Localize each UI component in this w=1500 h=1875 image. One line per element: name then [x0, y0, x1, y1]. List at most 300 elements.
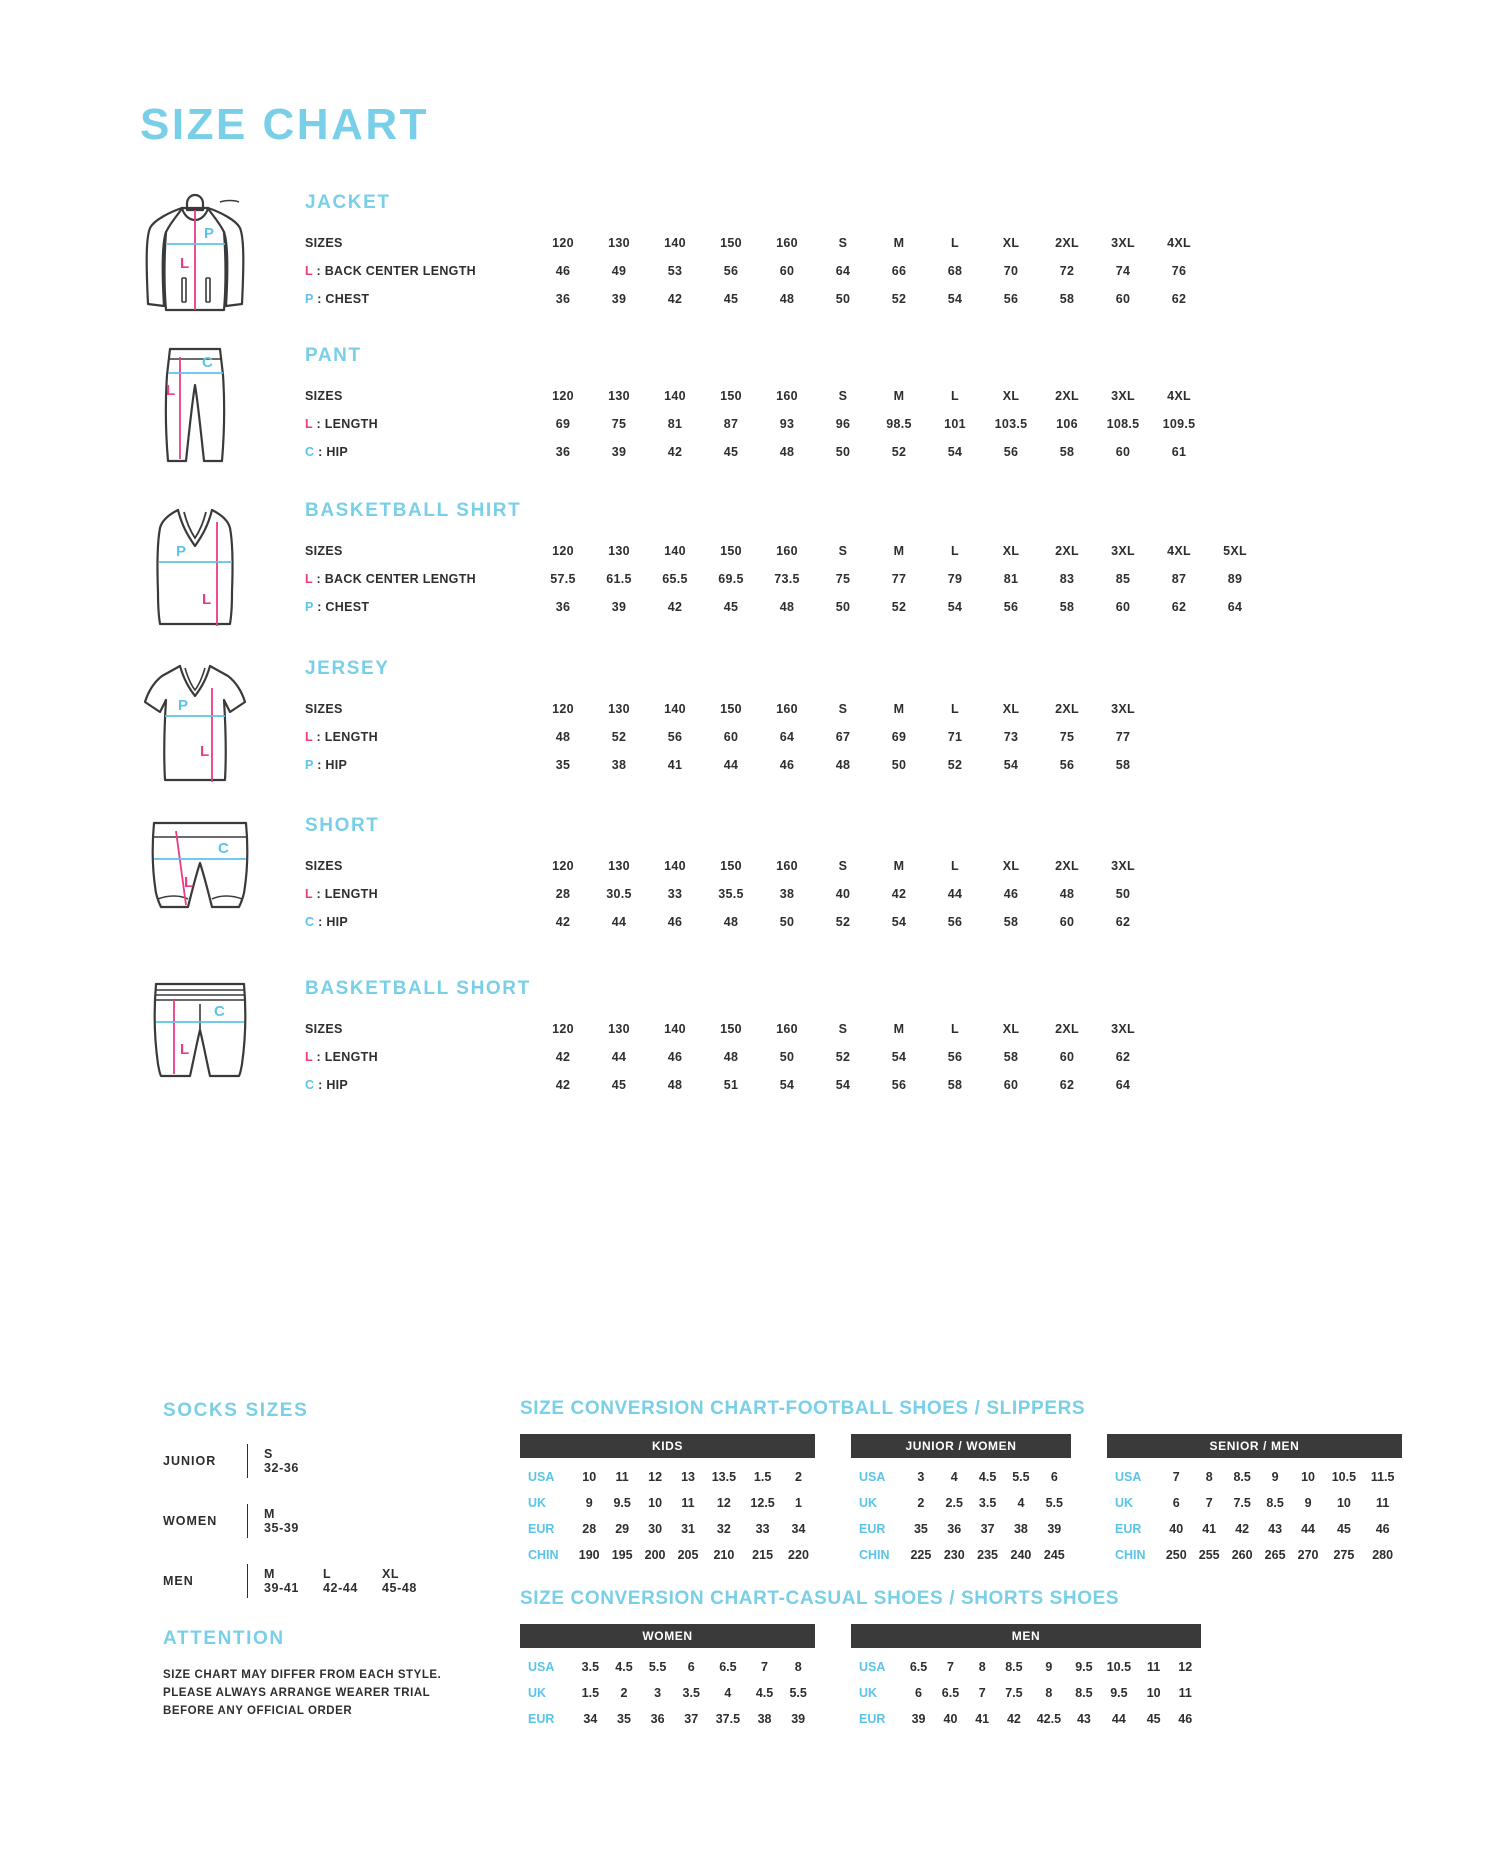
conversion-value: 260: [1231, 1548, 1253, 1562]
size-column-header: 130: [608, 544, 630, 558]
size-table-jacket: [305, 236, 1207, 320]
garment-title-short: SHORT: [305, 815, 380, 836]
measurement-value: 81: [667, 417, 683, 431]
socks-size: M: [264, 1507, 276, 1521]
conversion-table: [1107, 1464, 1402, 1568]
conversion-group-header: WOMEN: [520, 1624, 815, 1648]
garment-body-short: [305, 815, 1400, 943]
size-column-header: XL: [1002, 544, 1020, 558]
socks-values: [264, 1567, 441, 1595]
socks-sizes-block: [163, 1400, 483, 1624]
measurement-value: 77: [891, 572, 907, 586]
conversion-value: 255: [1198, 1548, 1220, 1562]
measurement-value: 62: [1115, 1050, 1131, 1064]
conversion-value: 42: [1235, 1522, 1250, 1536]
measurement-value: 103.5: [994, 417, 1028, 431]
measurement-value: 44: [611, 1050, 627, 1064]
conversion-value: 8: [794, 1660, 802, 1674]
measurement-value: 42: [667, 600, 683, 614]
measurement-label: P : CHEST: [305, 600, 370, 614]
conversion-table: [851, 1464, 1071, 1568]
measurement-value: 48: [1059, 887, 1075, 901]
size-column-header: M: [893, 544, 905, 558]
measurement-value: 45: [723, 292, 739, 306]
size-column-header: 150: [720, 544, 742, 558]
measurement-value: 68: [947, 264, 963, 278]
measurement-label: P : CHEST: [305, 292, 370, 306]
conversion-value: 39: [791, 1712, 806, 1726]
size-column-header: M: [893, 702, 905, 716]
conversion-value: 4.5: [615, 1660, 633, 1674]
sizes-header-label: SIZES: [305, 859, 343, 873]
table-row: [851, 1464, 1071, 1490]
size-column-header: 2XL: [1055, 859, 1079, 873]
table-row: [1107, 1490, 1402, 1516]
measurement-value: 42: [555, 1050, 571, 1064]
measurement-value: 41: [667, 758, 683, 772]
measurement-value: 77: [1115, 730, 1131, 744]
measurement-value: 39: [611, 600, 627, 614]
size-column-header: 4XL: [1167, 236, 1191, 250]
table-row: [1107, 1464, 1402, 1490]
measurement-value: 54: [947, 445, 963, 459]
conversion-value: 40: [943, 1712, 958, 1726]
measurement-value: 54: [891, 1050, 907, 1064]
conversion-system-label: CHIN: [859, 1548, 890, 1562]
measurement-value: 83: [1059, 572, 1075, 586]
size-column-header: M: [893, 236, 905, 250]
measurement-value: 44: [947, 887, 963, 901]
conversion-value: 13: [681, 1470, 695, 1484]
measurement-value: 52: [891, 600, 907, 614]
table-row: [1107, 1516, 1402, 1542]
measurement-value: 46: [667, 1050, 683, 1064]
size-column-header: 120: [552, 859, 574, 873]
measurement-value: 50: [891, 758, 907, 772]
table-row: [851, 1706, 1201, 1732]
measurement-value: 65.5: [662, 572, 688, 586]
conversion-value: 8: [978, 1660, 986, 1674]
measurement-value: 42: [555, 915, 571, 929]
svg-text:P: P: [178, 697, 189, 714]
measurement-value: 69: [891, 730, 907, 744]
conversion-value: 6: [915, 1686, 922, 1700]
conversion-system-label: EUR: [859, 1522, 886, 1536]
conversion-group-header: JUNIOR / WOMEN: [851, 1434, 1071, 1458]
conversion-group: [851, 1624, 1201, 1732]
size-column-header: L: [951, 702, 959, 716]
size-table-short: [305, 859, 1151, 943]
table-row: [305, 1078, 1151, 1106]
garment-body-jacket: [305, 192, 1400, 320]
measurement-value: 60: [1003, 1078, 1019, 1092]
conversion-system-label: CHIN: [1115, 1548, 1146, 1562]
conversion-value: 7.5: [1005, 1686, 1023, 1700]
measurement-value: 109.5: [1162, 417, 1196, 431]
size-column-header: S: [838, 702, 848, 716]
table-row: [520, 1542, 815, 1568]
size-column-header: 140: [664, 389, 686, 403]
measurement-value: 89: [1227, 572, 1243, 586]
conversion-value: 34: [583, 1712, 598, 1726]
attention-text: [163, 1667, 493, 1720]
measurement-value: 64: [835, 264, 851, 278]
conversion-value: 10: [648, 1496, 663, 1510]
conversion-value: 9: [1045, 1660, 1053, 1674]
conversion-value: 1.5: [753, 1470, 772, 1484]
size-column-header: 130: [608, 236, 630, 250]
sizes-header-label: SIZES: [305, 1022, 343, 1036]
conversion-value: 5.5: [1045, 1496, 1063, 1510]
sizes-header-label: SIZES: [305, 236, 343, 250]
conversion-value: 8: [1045, 1686, 1053, 1700]
conversion-value: 235: [977, 1548, 999, 1562]
measurement-value: 36: [555, 292, 571, 306]
measurement-value: 60: [1115, 445, 1131, 459]
conversion-casual-groups: [520, 1624, 1237, 1732]
size-table-jersey: [305, 702, 1151, 786]
conversion-value: 28: [582, 1522, 597, 1536]
socks-size: S: [264, 1447, 273, 1461]
measurement-value: 93: [779, 417, 795, 431]
measurement-mark: L: [305, 572, 313, 586]
size-column-header: 160: [776, 702, 798, 716]
measurement-value: 39: [611, 292, 627, 306]
table-row: [520, 1680, 815, 1706]
measurement-value: 56: [723, 264, 739, 278]
basketball-shirt-icon: [140, 500, 250, 625]
measurement-value: 56: [947, 915, 963, 929]
measurement-value: 62: [1171, 600, 1187, 614]
conversion-value: 30: [648, 1522, 663, 1536]
attention-title: ATTENTION: [163, 1628, 285, 1649]
conversion-value: 8: [1205, 1470, 1213, 1484]
measurement-value: 58: [1003, 1050, 1019, 1064]
socks-category-label: WOMEN: [163, 1514, 218, 1528]
conversion-value: 38: [757, 1712, 772, 1726]
size-column-header: M: [893, 1022, 905, 1036]
conversion-value: 45: [1336, 1522, 1351, 1536]
measurement-value: 35.5: [718, 887, 744, 901]
conversion-value: 35: [913, 1522, 928, 1536]
measurement-value: 48: [779, 445, 795, 459]
measurement-value: 52: [947, 758, 963, 772]
attention-block: [163, 1628, 493, 1720]
jacket-icon: [140, 192, 250, 317]
conversion-value: 46: [1178, 1712, 1193, 1726]
measurement-value: 87: [723, 417, 739, 431]
size-column-header: 150: [720, 1022, 742, 1036]
pant-icon: [140, 345, 250, 470]
measurement-label: L : LENGTH: [305, 417, 378, 431]
measurement-mark: C: [305, 915, 315, 929]
conversion-value: 225: [910, 1548, 932, 1562]
conversion-football-section: [520, 1398, 1438, 1568]
measurement-value: 52: [891, 445, 907, 459]
garment-title-basketball-shirt: BASKETBALL SHIRT: [305, 500, 522, 521]
conversion-value: 6: [687, 1660, 695, 1674]
measurement-value: 56: [667, 730, 683, 744]
measurement-mark: L: [305, 887, 313, 901]
table-row: [305, 417, 1207, 445]
conversion-value: 10.5: [1106, 1660, 1132, 1674]
garment-section-pant: [140, 345, 1400, 473]
conversion-value: 2: [917, 1496, 925, 1510]
conversion-value: 11: [681, 1496, 695, 1510]
conversion-group: [520, 1624, 815, 1732]
conversion-football-groups: [520, 1434, 1438, 1568]
measurement-value: 98.5: [886, 417, 912, 431]
conversion-value: 46: [1375, 1522, 1390, 1536]
socks-range: 32-36: [264, 1461, 299, 1475]
conversion-value: 43: [1268, 1522, 1283, 1536]
conversion-system-label: USA: [528, 1660, 555, 1674]
conversion-value: 4: [724, 1686, 732, 1700]
conversion-value: 43: [1076, 1712, 1091, 1726]
socks-range: 39-41: [264, 1581, 299, 1595]
socks-size: L: [322, 1567, 332, 1581]
measurement-value: 52: [611, 730, 627, 744]
measurement-value: 79: [947, 572, 963, 586]
conversion-system-label: UK: [1115, 1496, 1134, 1510]
conversion-value: 200: [644, 1548, 666, 1562]
conversion-value: 11: [1147, 1660, 1161, 1674]
measurement-mark: C: [305, 1078, 315, 1092]
measurement-value: 58: [1059, 600, 1075, 614]
conversion-value: 12: [1178, 1660, 1193, 1674]
measurement-value: 60: [723, 730, 739, 744]
measurement-value: 66: [891, 264, 907, 278]
measurement-value: 108.5: [1106, 417, 1140, 431]
measurement-value: 56: [1059, 758, 1075, 772]
measurement-value: 58: [947, 1078, 963, 1092]
conversion-value: 9: [1271, 1470, 1279, 1484]
measurement-value: 46: [1003, 887, 1019, 901]
measurement-value: 62: [1059, 1078, 1075, 1092]
conversion-football-title: SIZE CONVERSION CHART-FOOTBALL SHOES / SLIPPERS: [520, 1398, 1086, 1419]
conversion-value: 11: [1376, 1496, 1390, 1510]
conversion-value: 205: [677, 1548, 699, 1562]
measurement-value: 60: [1115, 292, 1131, 306]
measurement-value: 69.5: [718, 572, 744, 586]
measurement-value: 46: [555, 264, 571, 278]
table-row: [305, 445, 1207, 473]
table-row: [305, 600, 1263, 628]
measurement-value: 42: [891, 887, 907, 901]
size-column-header: 140: [664, 702, 686, 716]
measurement-mark: L: [305, 264, 313, 278]
socks-range: 35-39: [264, 1521, 299, 1535]
measurement-value: 45: [723, 445, 739, 459]
conversion-value: 33: [755, 1522, 770, 1536]
conversion-value: 10: [1146, 1686, 1161, 1700]
conversion-value: 3.5: [581, 1660, 600, 1674]
measurement-value: 96: [835, 417, 851, 431]
table-row: [851, 1654, 1201, 1680]
measurement-value: 50: [835, 292, 851, 306]
conversion-value: 12.5: [750, 1496, 775, 1510]
table-row: [520, 1490, 815, 1516]
measurement-value: 58: [1003, 915, 1019, 929]
size-column-header: XL: [1002, 702, 1020, 716]
garment-title-jacket: JACKET: [305, 192, 391, 213]
size-column-header: S: [838, 1022, 848, 1036]
socks-row: [163, 1564, 483, 1598]
conversion-value: 37: [980, 1522, 995, 1536]
measurement-value: 52: [835, 1050, 851, 1064]
measurement-value: 61: [1171, 445, 1187, 459]
measurement-value: 44: [723, 758, 739, 772]
svg-text:L: L: [200, 743, 210, 760]
conversion-value: 41: [975, 1712, 990, 1726]
conversion-value: 7: [761, 1660, 768, 1674]
conversion-value: 6.5: [941, 1686, 960, 1700]
conversion-value: 3: [917, 1470, 925, 1484]
measurement-value: 48: [779, 600, 795, 614]
conversion-group-header: SENIOR / MEN: [1107, 1434, 1402, 1458]
conversion-value: 13.5: [711, 1470, 737, 1484]
size-column-header: 3XL: [1111, 236, 1135, 250]
conversion-system-label: USA: [859, 1470, 886, 1484]
garment-section-jacket: [140, 192, 1400, 320]
size-column-header: L: [951, 1022, 959, 1036]
conversion-value: 37: [684, 1712, 699, 1726]
conversion-value: 7: [946, 1660, 954, 1674]
measurement-value: 54: [947, 600, 963, 614]
socks-row: [163, 1444, 483, 1478]
conversion-group-header: KIDS: [520, 1434, 815, 1458]
conversion-value: 40: [1169, 1522, 1184, 1536]
conversion-value: 230: [943, 1548, 965, 1562]
measurement-value: 28: [555, 887, 571, 901]
measurement-value: 49: [611, 264, 627, 278]
size-column-header: 140: [664, 1022, 686, 1036]
measurement-value: 50: [779, 915, 795, 929]
measurement-label: C : HIP: [305, 915, 349, 929]
table-row: [305, 730, 1151, 758]
conversion-value: 3.5: [978, 1496, 997, 1510]
measurement-value: 60: [1059, 1050, 1075, 1064]
measurement-value: 56: [947, 1050, 963, 1064]
size-column-header: L: [951, 859, 959, 873]
conversion-value: 250: [1165, 1548, 1187, 1562]
measurement-value: 30.5: [606, 887, 632, 901]
table-row: [305, 915, 1151, 943]
svg-text:L: L: [180, 255, 190, 272]
conversion-value: 3: [654, 1686, 662, 1700]
sizes-header-label: SIZES: [305, 702, 343, 716]
measurement-value: 38: [779, 887, 795, 901]
measurement-value: 54: [835, 1078, 851, 1092]
measurement-value: 73: [1003, 730, 1019, 744]
measurement-value: 62: [1115, 915, 1131, 929]
conversion-value: 245: [1043, 1548, 1065, 1562]
size-table-header-row: [305, 544, 1263, 572]
measurement-mark: C: [305, 445, 315, 459]
conversion-value: 2.5: [945, 1496, 963, 1510]
measurement-label: L : BACK CENTER LENGTH: [305, 264, 476, 278]
size-column-header: 120: [552, 389, 574, 403]
size-column-header: 3XL: [1111, 1022, 1135, 1036]
table-row: [520, 1464, 815, 1490]
measurement-value: 42: [555, 1078, 571, 1092]
sizes-header-label: SIZES: [305, 389, 343, 403]
conversion-value: 9: [1304, 1496, 1312, 1510]
conversion-group: [851, 1434, 1071, 1568]
conversion-value: 12: [648, 1470, 663, 1484]
svg-text:L: L: [202, 591, 212, 608]
socks-row: [163, 1504, 483, 1538]
measurement-value: 33: [667, 887, 683, 901]
measurement-value: 54: [947, 292, 963, 306]
basketball-short-icon: [140, 978, 250, 1103]
measurement-value: 48: [555, 730, 571, 744]
measurement-mark: L: [305, 730, 313, 744]
size-table-header-row: [305, 389, 1207, 417]
size-column-header: 150: [720, 236, 742, 250]
table-row: [851, 1542, 1071, 1568]
garment-section-basketball-shirt: [140, 500, 1400, 628]
conversion-value: 4: [1017, 1496, 1025, 1510]
measurement-value: 64: [1115, 1078, 1131, 1092]
conversion-table: [520, 1464, 815, 1568]
conversion-value: 9.5: [1075, 1660, 1093, 1674]
conversion-value: 29: [615, 1522, 630, 1536]
measurement-value: 62: [1171, 292, 1187, 306]
conversion-value: 7: [1205, 1496, 1213, 1510]
measurement-mark: L: [305, 417, 313, 431]
measurement-mark: P: [305, 600, 314, 614]
svg-text:P: P: [204, 225, 215, 242]
measurement-value: 67: [835, 730, 851, 744]
measurement-value: 36: [555, 445, 571, 459]
socks-value: [323, 1567, 358, 1595]
measurement-value: 50: [779, 1050, 795, 1064]
conversion-value: 270: [1297, 1548, 1319, 1562]
measurement-value: 52: [835, 915, 851, 929]
conversion-value: 8.5: [1266, 1496, 1284, 1510]
conversion-system-label: UK: [528, 1686, 547, 1700]
measurement-value: 60: [779, 264, 795, 278]
size-column-header: 2XL: [1055, 544, 1079, 558]
measurement-value: 45: [723, 600, 739, 614]
svg-text:C: C: [202, 354, 213, 371]
socks-size: XL: [381, 1567, 400, 1581]
measurement-value: 48: [723, 1050, 739, 1064]
socks-category-label: JUNIOR: [163, 1454, 217, 1468]
size-column-header: XL: [1002, 1022, 1020, 1036]
svg-text:L: L: [180, 1041, 190, 1058]
measurement-value: 57.5: [550, 572, 576, 586]
conversion-value: 32: [716, 1522, 731, 1536]
conversion-value: 4.5: [978, 1470, 997, 1484]
size-column-header: L: [951, 544, 959, 558]
size-column-header: 120: [552, 236, 574, 250]
measurement-value: 72: [1059, 264, 1075, 278]
measurement-value: 40: [835, 887, 851, 901]
size-column-header: XL: [1002, 236, 1020, 250]
measurement-value: 64: [779, 730, 795, 744]
size-column-header: 130: [608, 389, 630, 403]
measurement-value: 87: [1171, 572, 1187, 586]
measurement-value: 61.5: [606, 572, 632, 586]
divider: [247, 1564, 248, 1598]
measurement-value: 76: [1171, 264, 1187, 278]
socks-range: 45-48: [381, 1581, 417, 1595]
page-title: SIZE CHART: [140, 100, 429, 149]
measurement-value: 60: [1059, 915, 1075, 929]
measurement-value: 54: [1003, 758, 1019, 772]
